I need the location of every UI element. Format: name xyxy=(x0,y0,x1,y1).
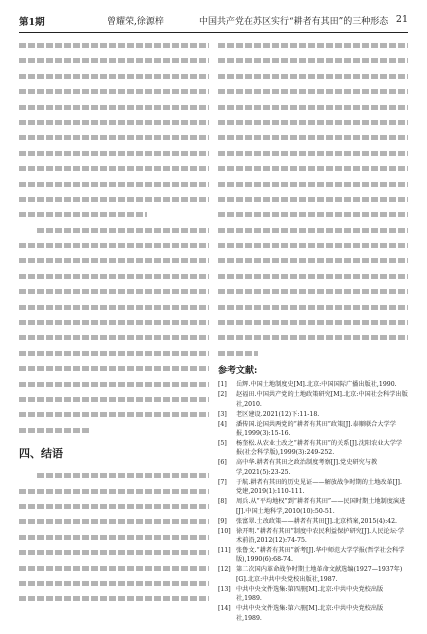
body-text-line xyxy=(19,130,209,145)
reference-item xyxy=(218,517,408,526)
body-text-line xyxy=(19,253,209,268)
body-text-line xyxy=(19,561,209,576)
body-text-line xyxy=(19,207,209,222)
body-text-line xyxy=(218,238,408,253)
body-text-line xyxy=(19,377,209,392)
reference-number: [14] xyxy=(218,605,231,613)
body-text-line xyxy=(19,392,209,407)
reference-item xyxy=(218,380,408,389)
reference-text: 高中华.耕者有其田之政治制度考察[J].党史研究与教学,2021(5):23-25. xyxy=(236,459,378,476)
reference-text: 中共中央文件选集:第六册[M].北京:中共中央党校出版社,1989. xyxy=(236,605,384,622)
reference-text: 老区建设.2021(12)下:11-18. xyxy=(236,410,320,418)
body-text-line xyxy=(19,238,209,253)
reference-number: [13] xyxy=(218,585,231,593)
body-text-line xyxy=(19,284,209,299)
reference-text: 岳辉.中国土地制度史[M].北京:中国国际广播出版社,1990. xyxy=(236,381,397,389)
reference-item xyxy=(218,546,408,565)
body-text-line xyxy=(19,591,209,606)
reference-text: 中共中央文件选集:第四册[M].北京:中共中央党校出版社,1989. xyxy=(236,585,384,603)
body-text-line xyxy=(19,315,209,330)
reference-item xyxy=(218,478,408,497)
reference-number: [10] xyxy=(218,527,231,535)
reference-item xyxy=(218,604,408,623)
reference-number: [12] xyxy=(218,566,231,574)
body-text-line xyxy=(19,38,209,53)
body-text-line xyxy=(19,576,209,591)
body-text-line xyxy=(19,468,209,483)
reference-text: 于航.耕者有其田的历史见证——解放战争时期的土地改革[J].党建,2019(1):110-111. xyxy=(236,478,402,496)
body-text-block xyxy=(19,468,209,607)
body-text-line xyxy=(218,315,408,330)
body-text-line xyxy=(19,407,209,422)
body-text-line xyxy=(218,284,408,299)
body-text-line xyxy=(19,269,209,284)
issue-label: 第1期 xyxy=(19,17,45,28)
body-text-line xyxy=(218,84,408,99)
reference-number: [2] xyxy=(218,391,227,399)
body-text-line xyxy=(19,192,209,207)
body-text-line xyxy=(19,361,209,376)
reference-number: [6] xyxy=(218,459,227,467)
reference-text: 徐开明.“耕者有其田”制度中农民利益保护研究[J].人民论坛·学术前沿,2012(12):74-75. xyxy=(236,527,405,545)
body-text-line xyxy=(19,423,209,438)
body-text-line xyxy=(218,38,408,53)
body-text-line xyxy=(19,84,209,99)
body-text-line xyxy=(218,69,408,84)
left-column xyxy=(19,38,209,607)
body-text-line xyxy=(19,146,209,161)
section-heading: 四、结语 xyxy=(19,447,63,461)
running-header xyxy=(19,10,408,33)
reference-number: [1] xyxy=(218,381,227,389)
reference-item xyxy=(218,497,408,516)
reference-text: 潘传国.论国共两党的“耕者有其田”政策[J].泰顺联合大学学报,1999(3):15-16. xyxy=(236,420,396,438)
body-text-line xyxy=(218,330,408,345)
reference-item xyxy=(218,439,408,458)
reference-number: [11] xyxy=(218,547,231,555)
body-text-line xyxy=(19,514,209,529)
reference-text: 杨奎松.从农业土改之“耕者有其田”的关系[J].沈阳农业大学学报(社会科学版),1999(3):249-252. xyxy=(236,440,403,457)
body-text-line xyxy=(19,53,209,68)
body-text-line xyxy=(218,130,408,145)
right-column xyxy=(218,38,408,624)
reference-item xyxy=(218,565,408,584)
reference-text: 周兵.从“平均地权”到“耕者有其田”——民国时期土地制度演进[J].中国土地科学,2010(10):50-51. xyxy=(236,498,406,515)
body-text-line xyxy=(19,115,209,130)
article-title: 中国共产党在苏区实行“耕者有其田”的三种形态 xyxy=(199,17,389,27)
reference-number: [8] xyxy=(218,498,227,506)
reference-item xyxy=(218,527,408,546)
references-heading: 参考文献: xyxy=(218,366,258,377)
reference-number: [3] xyxy=(218,410,227,418)
body-text-line xyxy=(218,269,408,284)
body-text-line xyxy=(19,100,209,115)
body-text-line xyxy=(218,177,408,192)
body-text-line xyxy=(19,484,209,499)
body-text-line xyxy=(19,499,209,514)
body-text-line xyxy=(19,177,209,192)
body-text-line xyxy=(19,161,209,176)
body-text-line xyxy=(218,253,408,268)
body-text-line xyxy=(218,207,408,222)
body-text-line xyxy=(218,346,408,361)
authors-label: 曾耀荣,徐源梓 xyxy=(107,17,164,27)
body-text-line xyxy=(218,161,408,176)
reference-item xyxy=(218,458,408,477)
reference-text: 张富翠.土改政策——耕者有其田[J].北京档案,2015(4):42. xyxy=(236,517,398,525)
reference-item xyxy=(218,390,408,409)
page-number: 21 xyxy=(395,14,408,25)
body-text-line xyxy=(19,346,209,361)
body-text-line xyxy=(19,530,209,545)
body-text-line xyxy=(218,223,408,238)
reference-number: [4] xyxy=(218,420,227,428)
body-text-line xyxy=(19,69,209,84)
reference-number: [9] xyxy=(218,517,227,525)
body-text-line xyxy=(19,223,209,238)
reference-text: 赵福田.中国共产党的土地政策研究[M].北京:中国社会科学出版社,2010. xyxy=(236,391,408,408)
reference-item xyxy=(218,585,408,604)
reference-number: [7] xyxy=(218,478,227,486)
body-text-line xyxy=(218,115,408,130)
reference-text: 张鲁文.“耕者有其田”新考[J].华中师范大学学报(哲学社会科学版),1990(6):68-74. xyxy=(236,547,405,564)
body-text-line xyxy=(19,545,209,560)
body-text-line xyxy=(19,330,209,345)
body-text-line xyxy=(218,192,408,207)
body-text-line xyxy=(218,100,408,115)
reference-text: 第二次国内革命战争时期土地革命文献选编(1927—1937年)[G].北京:中共中央党校出版社,1987. xyxy=(236,566,403,583)
reference-number: [5] xyxy=(218,440,227,448)
reference-list xyxy=(218,380,408,623)
reference-item xyxy=(218,420,408,439)
body-text-line xyxy=(19,300,209,315)
body-text-line xyxy=(218,53,408,68)
reference-item xyxy=(218,410,408,419)
body-text-block xyxy=(218,38,408,361)
body-text-line xyxy=(218,146,408,161)
body-text-line xyxy=(218,300,408,315)
body-text-block xyxy=(19,38,209,438)
